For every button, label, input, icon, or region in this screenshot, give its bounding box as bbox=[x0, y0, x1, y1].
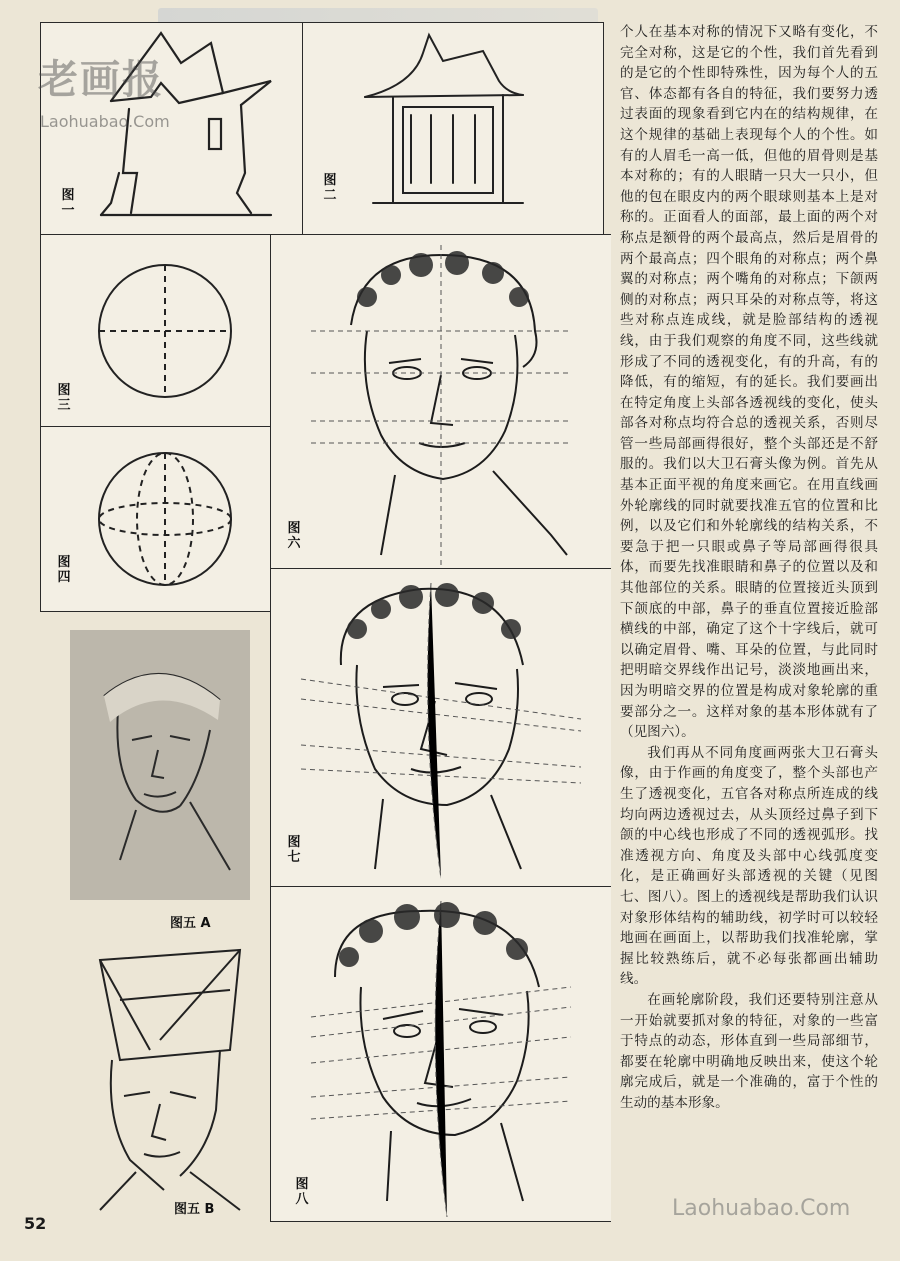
watermark-url-bottom: Laohuabao.Com bbox=[672, 1196, 851, 1221]
figure-5a-panel bbox=[40, 610, 270, 940]
figure-3-label: 图三 bbox=[57, 383, 71, 413]
portrait-line-sketch bbox=[40, 940, 270, 1220]
david-head-frontal bbox=[271, 235, 611, 569]
watermark-url-top: Laohuabao.Com bbox=[40, 112, 170, 131]
figure-2-panel bbox=[302, 22, 604, 236]
figure-5a-label: 图五 A bbox=[170, 916, 211, 931]
figure-4-panel bbox=[40, 426, 272, 612]
circle-axis-diagram bbox=[41, 235, 271, 427]
article-paragraph-3: 在画轮廓阶段，我们还要特别注意从一开始就要抓对象的特征，对象的一些富于特点的动态，形体直到一些局部细节，都要在轮廓中明确地反映出来，使这个轮廓完成后，就是一个准确的，富于个性的生动的基本形象。 bbox=[620, 991, 878, 1111]
portrait-shaded-sketch bbox=[40, 610, 270, 940]
sphere-diagram bbox=[41, 427, 271, 611]
page-number: 52 bbox=[24, 1214, 47, 1233]
article-paragraph-2: 我们再从不同角度画两张大卫石膏头像，由于作画的角度变了，整个头部也产生了透视变化，五官各对称点所连成的线均向两边透视过去，从头顶经过鼻子到下颌的中心线也形成了不同的透视弧形。找准透视方向、角度及头部中心线弧度变化，是正确画好头部透视的关键（见图七、图八）。图上的透视线是帮助我们认识对象形体结构的辅助线，初学时可以较轻地画在画面上，以帮助我们找准轮廓，掌握比较熟练后，就不必每张都画出辅助线。 bbox=[620, 744, 878, 988]
figure-7-label: 图七 bbox=[287, 835, 301, 865]
article-column bbox=[620, 22, 878, 1113]
figure-3-panel bbox=[40, 234, 272, 428]
figure-8-label: 图八 bbox=[295, 1177, 309, 1207]
figure-2-label: 图二 bbox=[323, 173, 337, 203]
figure-1-label: 图一 bbox=[61, 188, 75, 218]
figure-7-panel bbox=[270, 568, 611, 888]
figure-4-label: 图四 bbox=[57, 555, 71, 585]
david-head-low-angle bbox=[271, 887, 611, 1221]
temple-sketch-2 bbox=[303, 23, 603, 235]
david-head-three-quarter bbox=[271, 569, 611, 887]
figure-5b-panel bbox=[40, 940, 270, 1220]
watermark-brand: 老画报 bbox=[38, 57, 164, 103]
figure-6-label: 图六 bbox=[287, 521, 301, 551]
figure-8-panel bbox=[270, 886, 611, 1222]
figure-6-panel bbox=[270, 234, 611, 570]
article-paragraph-1: 个人在基本对称的情况下又略有变化，不完全对称，这是它的个性，我们首先看到的是它的个性即特殊性，因为每个人的五官、体态都有各自的特征，我们要努力透过表面的现象看到它内在的结构规律，在这个规律的基础上表现每个人的个性。如有的人眉毛一高一低，但他的眉骨则是基本对称的；有的人眼睛一只大一只小，但他的包在眼皮内的两个眼球则基本上是对称的。正面看人的面部，最上面的两个对称点是额骨的两个最高点，然后是眉骨的两个最高点；四个眼角的对称点；两个鼻翼的对称点；两个嘴角的对称点；下颌两侧的对称点；两只耳朵的对称点等，将这些对称点连成线，就是脸部结构的透视线，由于我们观察的角度不同，这些线就形成了不同的透视变化，有的升高，有的降低，有的缩短，有的延长。我们要画出在特定角度上头部各透视线的变化，使头部各对称点均符合总的透视关系，否则尽管一些局部画得很好，整个头部还是不舒服的。我们以大卫石膏头像为例。首先从基本正面平视的角度来画它。在用直线画外轮廓线的同时就要找准五官的位置和比例，以及它们和外轮廓线的结构关系，不要急于把一只眼或鼻子等局部画得很具体，而要先找准眼睛和鼻子的位置以及和其他部位的关系。眼睛的位置接近头顶到下颌底的中部，鼻子的垂直位置接近脸部横线的中部，确定了这个十字线后，就可以确定眉骨、嘴、耳朵的位置，与此同时把明暗交界线作出记号，淡淡地画出来，因为明暗交界的位置是构成对象轮廓的重要部分之一。这样对象的基本形体就有了（见图六）。 bbox=[620, 24, 878, 741]
figure-5b-label: 图五 B bbox=[174, 1202, 215, 1217]
